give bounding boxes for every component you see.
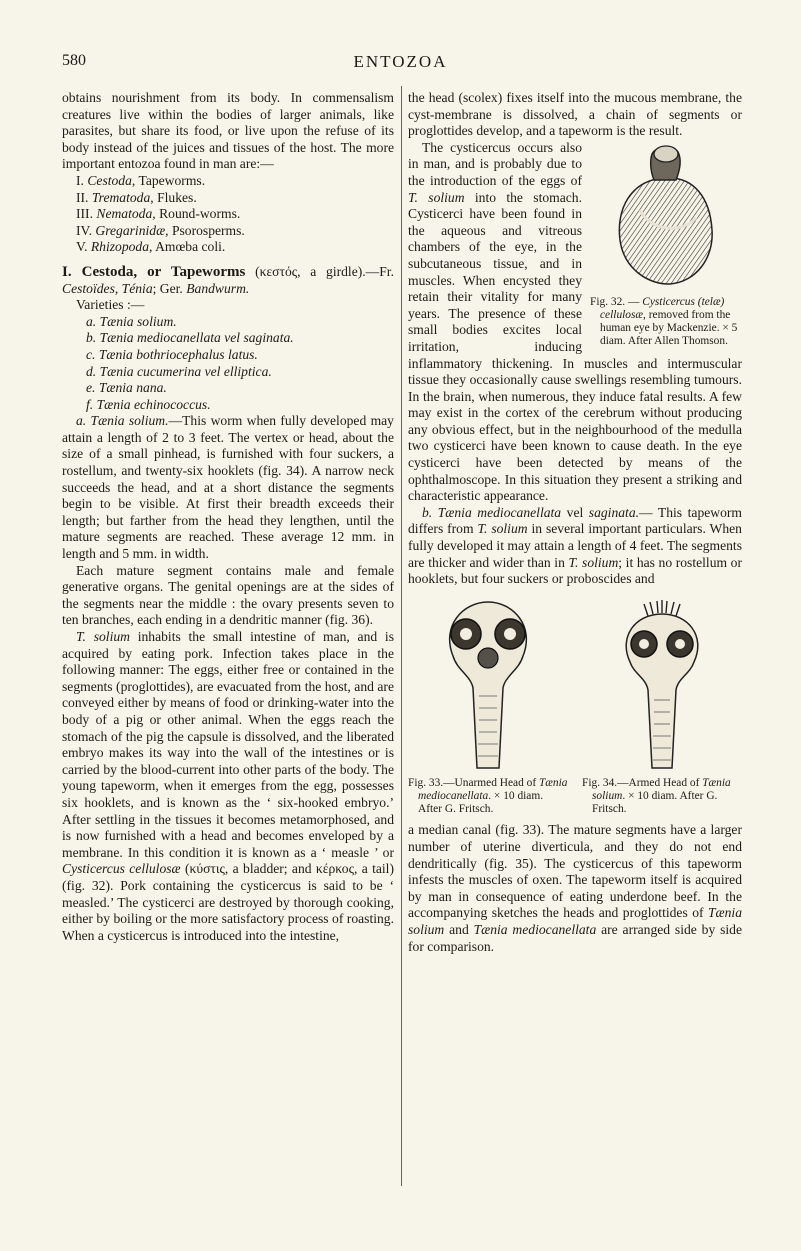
cysticercus-illustration xyxy=(610,140,720,290)
intro-paragraph: obtains nourishment from its body. In commensalism creatures live within the bodies of larger animals, like parasites, but share its food, or live upon the refuse of its body instead of the juices and tissues of the host. The more important entozoa found in man are:— xyxy=(62,90,394,172)
variety-item xyxy=(62,330,394,347)
medio-saginata: saginata. xyxy=(588,504,640,520)
right-column xyxy=(408,90,742,955)
cestoda-french: Cestoïdes, Ténia xyxy=(62,280,153,296)
class-name: Gregarinidæ xyxy=(95,222,166,238)
fig34-caption-a: Fig. 34.—Armed Head of xyxy=(582,776,703,789)
variety-letter: c. xyxy=(86,346,96,362)
cyst-text-b: into the stomach. Cysticerci have been found in the aqueous and vitreous chambers of the eye, in the subcutaneous tissue, and in muscles. When encysted they retain their vitality for many years. The presence of these small bodies excites local irritation, inducing inflammatory thickening. In muscles and intermuscular tissue they occasionally cause swellings resembling tumours. In the brain, when numerous, they induce fatal results. A few may exist in the cortex of the cerebrum without producing any obvious effect, but in the neighbourhood of the medulla two cysticerci have been known to cause death. In the eye cysticerci have been detected by means of the ophthalmoscope. In this situation they present a striking and characteristic appearance. xyxy=(408,189,742,504)
cestoda-greek: (κεστός xyxy=(255,263,298,279)
class-list-item: IV. Gregarinidæ, Psorosperms. xyxy=(76,222,245,238)
figure-34 xyxy=(582,596,742,817)
cyst-text-a: The cysticercus occurs also in man, and is probably due to the introduction of the eggs of xyxy=(408,139,582,188)
variety-name: Tænia bothriocephalus latus. xyxy=(98,346,258,362)
cestoda-heading-paragraph xyxy=(62,264,394,297)
class-common-name: Psorosperms. xyxy=(171,222,245,238)
fig32-caption-b: , removed from the human eye by Mackenzie. × 5 diam. After Allen Thomson. xyxy=(600,308,738,348)
end-and: and xyxy=(444,921,474,937)
inhabits-text-end: (κύστις, a bladder; and κέρκος, a tail) (fig. 32). Pork containing the cysticercus is said to be ‘ measled.’ The cysticerci are destroyed by thorough cooking, either by boiling or the more satisfactory process of roasting. When a cysticercus is introduced into the intestine, xyxy=(62,861,394,943)
class-name: Nematoda xyxy=(96,206,153,222)
median-canal-paragraph xyxy=(408,822,742,955)
class-list-item: III. Nematoda, Round-worms. xyxy=(76,206,241,222)
class-list-item: II. Trematoda, Flukes. xyxy=(76,189,197,205)
medio-text-b: in several important particulars. When fully developed it may attain a length of 4 feet. The segments are thicker and wider than in xyxy=(408,521,742,570)
medio-label: b. Tænia mediocanellata xyxy=(422,504,562,520)
class-numeral: II. xyxy=(76,189,89,205)
fig32-caption-species: Cysticercus (telæ) cellulosæ xyxy=(600,295,725,321)
end-species-1: Tænia solium xyxy=(408,905,742,937)
class-common-name: Tapeworms. xyxy=(138,172,206,188)
class-numeral: III. xyxy=(76,206,93,222)
variety-item xyxy=(62,397,394,414)
variety-name: Tænia cucumerina vel elliptica. xyxy=(99,363,272,379)
variety-letter: e. xyxy=(86,380,96,396)
scolex-paragraph: the head (scolex) fixes itself into the mucous membrane, the cyst-membrane is dissolved, a chain of segments or proglottides develop, and a tapeworm is the result. xyxy=(408,90,742,139)
left-column xyxy=(62,90,394,944)
cestoda-german: Bandwurm. xyxy=(186,280,250,296)
class-common-name: Flukes. xyxy=(157,189,197,205)
cyst-species: T. solium xyxy=(408,189,465,205)
figure-32 xyxy=(590,140,742,349)
variety-letter: d. xyxy=(86,363,97,379)
varieties-list xyxy=(62,314,394,414)
class-numeral: IV. xyxy=(76,222,92,238)
variety-letter: a. xyxy=(86,313,97,329)
cestoda-ger-label: ; Ger. xyxy=(152,280,187,296)
end-text-b: are arranged side by side for comparison. xyxy=(408,921,742,954)
figure-33-caption xyxy=(408,777,568,817)
class-numeral: V. xyxy=(76,239,88,255)
inhabits-label: T. solium xyxy=(76,629,130,644)
variety-letter: b. xyxy=(86,330,97,346)
class-name: Rhizopoda xyxy=(90,239,150,255)
end-text-a: a median canal (fig. 33). The mature segments have a larger number of uterine diverticula, and they do not end dendritically (fig. 35). The cysticercus of this tapeworm infests the muscles of oxen. The tapeworm itself is acquired by man in consequence of eating underdone beef. In the accompanying sketches the heads and proglottides of xyxy=(408,822,742,921)
variety-name: Tænia solium. xyxy=(99,313,177,329)
class-common-name: Round-worms. xyxy=(159,206,241,222)
medio-species-1: T. solium xyxy=(477,521,528,537)
medio-text-a: — This tapeworm differs from xyxy=(408,504,742,537)
cestoda-text: , a girdle).—Fr. xyxy=(297,263,394,279)
class-list-item: V. Rhizopoda, Amœba coli. xyxy=(76,239,226,255)
variety-letter: f. xyxy=(86,396,94,412)
figure-33 xyxy=(408,596,568,817)
fig32-caption-a: Fig. 32. — xyxy=(590,295,643,308)
page-header xyxy=(0,52,801,76)
fig33-caption-a: Fig. 33.—Unarmed Head of xyxy=(408,776,539,789)
variety-name: Tænia mediocanellata vel saginata. xyxy=(99,330,294,346)
page-number: 580 xyxy=(62,52,86,69)
inhabits-text: inhabits the small intestine of man, and is acquired by eating pork. Infection takes place in the following manner: The eggs, either free or contained in the segments (proglottides), are evacuated from the host, and are conveyed either by means of food or drinking-water into the body of a pig or other animal. When the eggs reach the stomach of the pig the capsule is dissolved, and the liberated embryo makes its way into the wall of the intestines or is carried by the blood-current into other parts of the body. The young tapeworm, when it emerges from the egg, possesses six hooklets, and is known as the ‘ six-hooked embryo.’ After settling in the tissues it becomes metamorphosed, and is now furnished with a head and becomes enveloped by a membrane. In this condition it is known as a ‘ measle ’ or xyxy=(62,629,394,860)
medio-text-c: ; it has no rostellum or hooklets, but four suckers or proboscides and xyxy=(408,554,742,587)
fig34-caption-species: Tænia solium xyxy=(592,776,731,803)
medio-species-2: T. solium xyxy=(568,554,619,570)
figure-32-caption xyxy=(590,296,742,349)
variety-item xyxy=(62,314,394,331)
column-divider xyxy=(401,86,402,1186)
running-title: ENTOZOA xyxy=(353,52,448,71)
end-species-2: Tænia mediocanellata xyxy=(473,921,597,937)
armed-head-illustration xyxy=(612,596,712,771)
varieties-label: Varieties :— xyxy=(76,297,145,313)
class-numeral: I. xyxy=(76,172,84,188)
cestoda-heading: I. Cestoda, or Tapeworms xyxy=(62,263,246,280)
variety-item xyxy=(62,380,394,397)
solium-text: —This worm when fully developed may attain a length of 2 to 3 feet. The vertex or head, about the size of a small pinhead, is furnished with four suckers, a rostellum, and twenty-six hooklets (fig. 34). A narrow neck succeeds the head, and at a short distance the segments begin to be visible. At first their breadth exceeds their length; but farther from the head they lengthen, until the mature segments are reached. These average 12 mm. in length and 5 mm. in width. xyxy=(62,413,394,562)
fig33-caption-species: Tænia mediocanellata xyxy=(418,776,568,803)
class-name: Trematoda xyxy=(91,189,151,205)
class-list xyxy=(62,173,394,256)
solium-paragraph xyxy=(62,413,394,562)
variety-item xyxy=(62,364,394,381)
fig34-caption-b: . × 10 diam. After G. Fritsch. xyxy=(592,790,718,816)
medio-vel: vel xyxy=(561,504,589,520)
inhabits-paragraph xyxy=(62,629,394,944)
cysticercus-term: Cysticercus cellulosæ xyxy=(62,861,181,877)
class-name: Cestoda xyxy=(87,172,132,188)
fig33-caption-b: . × 10 diam. After G. Fritsch. xyxy=(418,790,544,816)
variety-item xyxy=(62,347,394,364)
solium-label: a. Tænia solium. xyxy=(76,413,169,429)
class-common-name: Amœba coli. xyxy=(155,239,226,255)
variety-name: Tænia nana. xyxy=(98,380,167,396)
unarmed-head-illustration xyxy=(433,596,543,771)
segment-paragraph: Each mature segment contains male and female generative organs. The genital openings are at the sides of the segments near the middle : the ovary presents seven to ten branches, each ending in a dendritic manner (fig. 36). xyxy=(62,562,394,628)
figure-34-caption xyxy=(582,777,742,817)
variety-name: Tænia echinococcus. xyxy=(96,396,211,412)
cyst-paragraph xyxy=(408,140,742,505)
figures-33-34 xyxy=(408,596,742,817)
class-list-item: I. Cestoda, Tapeworms. xyxy=(76,172,206,188)
mediocanellata-paragraph xyxy=(408,505,742,588)
